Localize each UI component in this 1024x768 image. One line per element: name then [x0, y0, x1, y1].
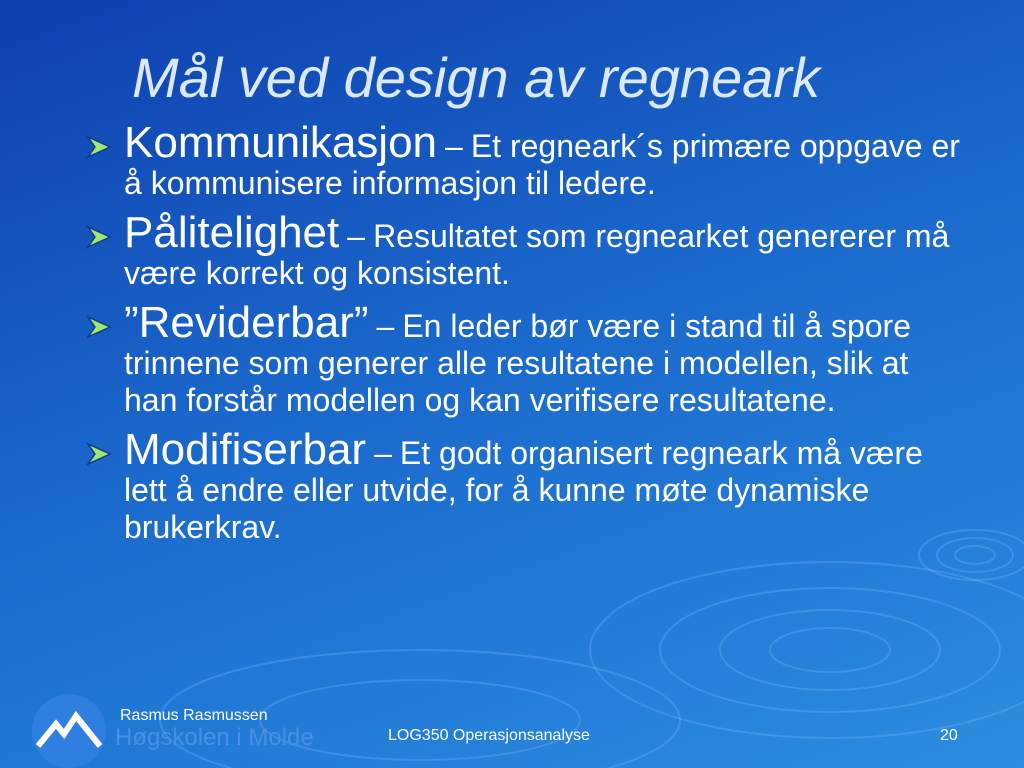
bullet-heading: Kommunikasjon [124, 118, 438, 167]
bullet-heading: ”Reviderbar” [124, 298, 369, 347]
footer-author: Rasmus Rasmussen [120, 707, 268, 724]
page-number: 20 [940, 727, 958, 744]
bullet-list [86, 118, 966, 546]
bullet-dash: – [445, 128, 463, 164]
slide-title: Mål ved design av regneark [132, 46, 820, 109]
bullet-item [86, 118, 966, 202]
bullet-heading: Pålitelighet [124, 208, 340, 257]
bullet-dash: – [374, 435, 392, 471]
arrow-bullet-icon [86, 225, 116, 249]
bullet-item [86, 208, 966, 292]
bullet-heading: Modifiserbar [124, 425, 367, 474]
mountain-logo-icon [32, 694, 106, 768]
arrow-bullet-icon [86, 315, 116, 339]
bullet-item [86, 298, 966, 419]
bullet-text: Et regneark´s primære oppgave er å kommunisere informasjon til ledere. [124, 128, 960, 201]
bullet-text: En leder bør være i stand til å spore trinnene som generer alle resultatene i modellen, slik at han forstår modellen og kan verifisere resultatene. [124, 308, 911, 418]
footer-school-logo-text: Høgskolen i Molde [115, 724, 314, 751]
bullet-dash: – [376, 308, 395, 344]
bullet-text: Et godt organisert regneark må være lett å endre eller utvide, for å kunne møte dynamiske brukerkrav. [124, 435, 923, 545]
arrow-bullet-icon [86, 442, 116, 466]
arrow-bullet-icon [86, 135, 116, 159]
bullet-text: Resultatet som regnearket genererer må være korrekt og konsistent. [124, 218, 950, 291]
bullet-item [86, 425, 966, 546]
footer-course: LOG350 Operasjonsanalyse [388, 727, 590, 744]
bullet-dash: – [347, 218, 366, 254]
